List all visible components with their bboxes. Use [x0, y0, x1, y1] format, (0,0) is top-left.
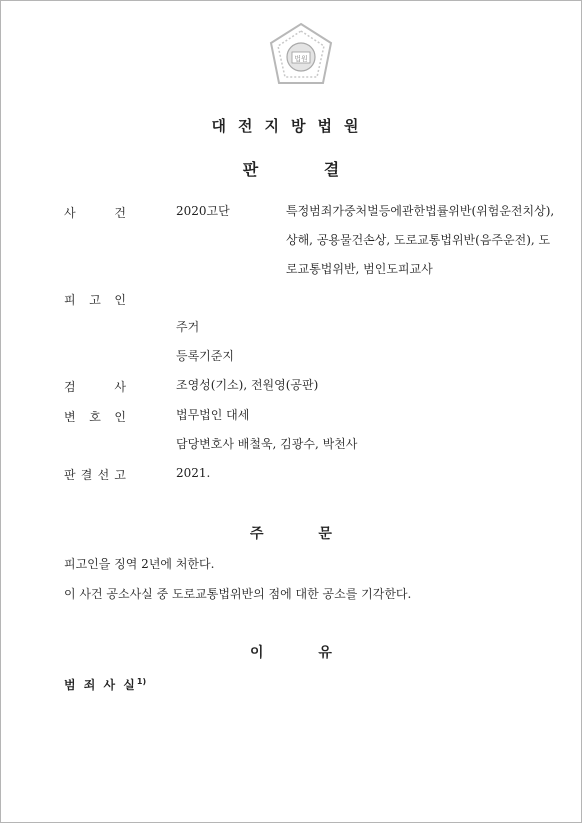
order-heading: 주 문 — [250, 526, 332, 542]
order-line-2: 이 사건 공소사실 중 도로교통법위반의 점에 대한 공소를 기각한다. — [64, 587, 412, 601]
facts-label: 범 죄 사 실 — [64, 678, 137, 692]
defendant-label: 피 고 인 — [64, 293, 126, 307]
case-charges: 특정범죄가중처벌등에관한법률위반(위험운전치상), 상해, 공용물건손상, 도로교통법위반(음주운전), 도로교통법위반, 범인도피교사 — [286, 204, 555, 276]
footnote-marker[interactable]: 1) — [136, 677, 147, 686]
case-label: 사 건 — [64, 206, 126, 220]
document-title: 판 결 — [242, 160, 340, 179]
reasons-heading: 이 유 — [250, 645, 332, 661]
order-line-1: 피고인을 징역 2년에 처한다. — [64, 557, 215, 571]
case-number: 2020고단 — [176, 204, 230, 218]
address-label: 주거 — [176, 320, 200, 334]
court-name: 대전지방법원 — [211, 117, 371, 135]
court-seal-emblem — [265, 21, 337, 91]
judgment-date: 2021. — [176, 466, 211, 480]
registration-label: 등록기준지 — [176, 349, 234, 363]
counsel-lawyers: 담당변호사 배철욱, 김광수, 박천사 — [176, 437, 358, 451]
prosecutor-label: 검 사 — [64, 380, 126, 394]
counsel-firm: 법무법인 대세 — [176, 408, 250, 422]
prosecutor-value: 조영성(기소), 전원영(공판) — [176, 378, 319, 392]
judgment-date-label: 판 결 선 고 — [64, 468, 126, 482]
criminal-facts-heading — [64, 676, 146, 693]
counsel-label: 변 호 인 — [64, 410, 126, 424]
seal-text: 법원 — [294, 55, 308, 63]
